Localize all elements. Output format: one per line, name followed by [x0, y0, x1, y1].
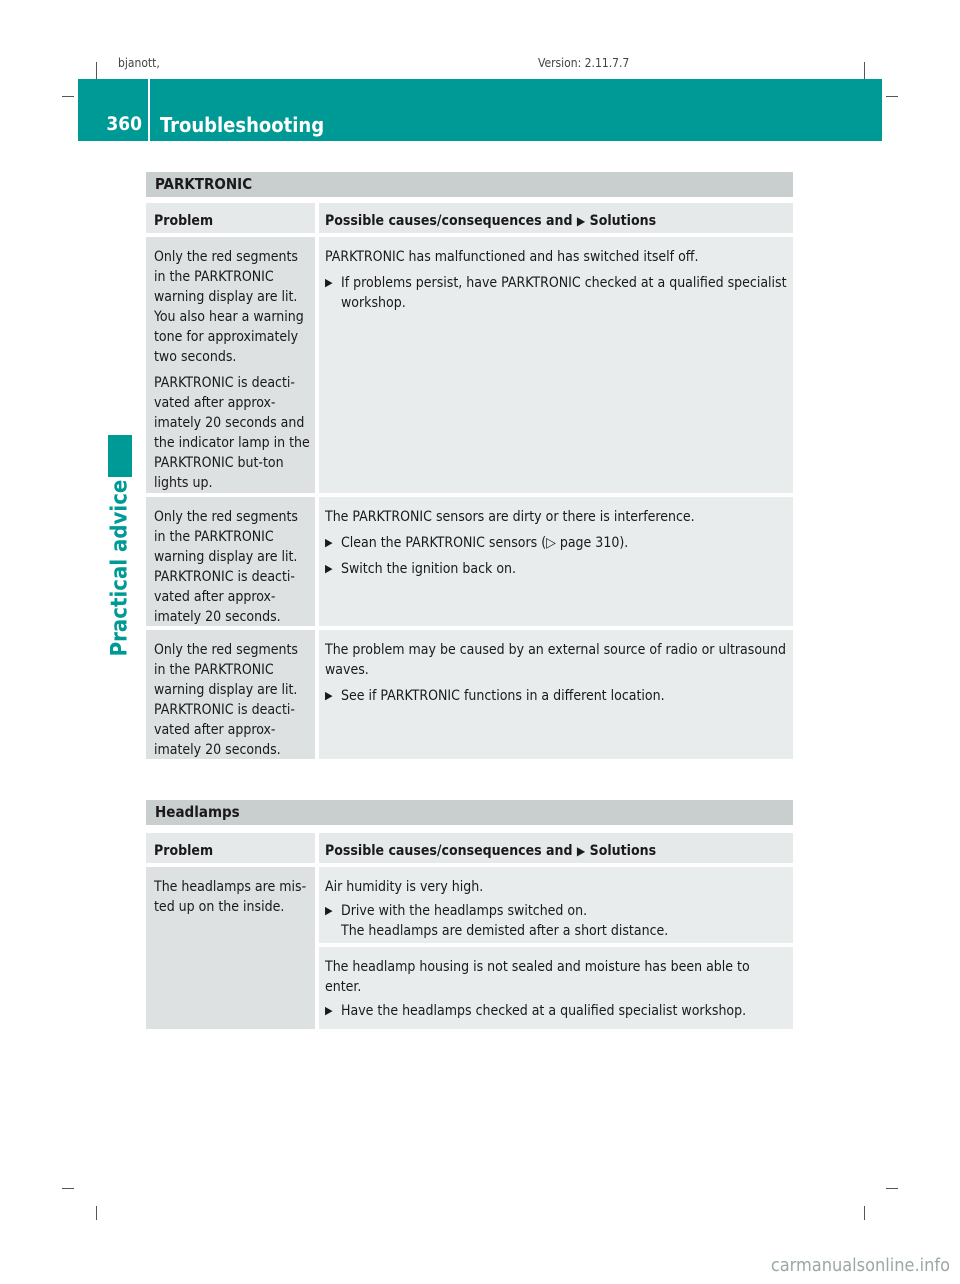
arrow-icon: ▶	[325, 1004, 333, 1018]
problem-cell: Only the red segments in the PARKTRONIC warning display are lit. PARKTRONIC is deacti-vated after approx-imately 20 seconds.	[146, 497, 315, 626]
step-item: ▶ Have the headlamps checked at a qualified specialist workshop.	[325, 1003, 747, 1020]
page-number: 360	[106, 113, 142, 135]
problem-cell: The headlamps are mis-ted up on the inside.	[146, 867, 315, 1029]
table-row	[146, 867, 793, 1029]
crop-mark	[886, 1188, 898, 1189]
table-row	[146, 237, 793, 493]
step-item: ▶ Drive with the headlamps switched on.	[325, 903, 588, 919]
crop-mark	[864, 62, 865, 80]
solution-cell: The PARKTRONIC sensors are dirty or there is interference. ▶ Clean the PARKTRONIC sensors (▷ page 310). ▶ Switch the ignition back on.	[319, 497, 793, 626]
cause-block: The headlamp housing is not sealed and moisture has been able to enter. ▶ Have the headlamps checked at a qualified specialist workshop.	[319, 947, 793, 1029]
arrow-icon: ▶	[325, 904, 333, 917]
table-header-row	[146, 203, 793, 233]
step-item: ▶ Switch the ignition back on.	[325, 561, 517, 577]
col-problem: Problem	[146, 203, 315, 233]
page-header	[78, 79, 882, 141]
arrow-icon: ▶	[325, 562, 333, 575]
col-problem: Problem	[146, 833, 315, 863]
crop-mark	[62, 1188, 74, 1189]
headlamps-table	[146, 800, 793, 1029]
parktronic-table	[146, 172, 793, 759]
crop-mark	[864, 1206, 865, 1220]
header-divider	[148, 79, 150, 141]
table-header-row	[146, 833, 793, 863]
step-item: ▶ If problems persist, have PARKTRONIC checked at a qualified specialist workshop.	[325, 275, 787, 311]
crop-mark	[96, 1206, 97, 1220]
solution-cell	[319, 867, 793, 1029]
parktronic-title: PARKTRONIC	[146, 172, 793, 197]
step-item: ▶ See if PARKTRONIC functions in a different location.	[325, 688, 665, 704]
cause-block: Air humidity is very high. ▶ Drive with the headlamps switched on. The headlamps are demisted after a short distance.	[319, 867, 793, 943]
watermark: carmanualsonline.info	[770, 1255, 950, 1276]
arrow-icon: ▶	[325, 536, 333, 549]
arrow-icon: ▶	[576, 844, 586, 858]
step-item: ▶ Clean the PARKTRONIC sensors (▷ page 310).	[325, 535, 629, 551]
col-solutions: Possible causes/consequences and ▶ Solutions	[319, 833, 793, 863]
step-note: The headlamps are demisted after a short distance.	[341, 923, 669, 939]
side-section-label: Practical advice	[107, 479, 133, 656]
headlamps-title: Headlamps	[146, 800, 793, 825]
crop-mark	[886, 96, 898, 97]
problem-cell: Only the red segments in the PARKTRONIC warning display are lit. PARKTRONIC is deacti-vated after approx-imately 20 seconds.	[146, 630, 315, 759]
arrow-icon: ▶	[325, 689, 333, 702]
table-row	[146, 630, 793, 759]
arrow-icon: ▶	[325, 276, 333, 289]
print-meta-left: bjanott,	[118, 56, 160, 70]
table-row	[146, 497, 793, 626]
solution-cell: The problem may be caused by an external source of radio or ultrasound waves. ▶ See if PARKTRONIC functions in a different location.	[319, 630, 793, 759]
page-title: Troubleshooting	[160, 113, 325, 137]
side-tab-marker	[108, 435, 132, 477]
problem-cell: Only the red segments in the PARKTRONIC warning display are lit. You also hear a warning tone for approximately two seconds. PARKTRONIC is deacti-vated after approx-imately 20 seconds and the indicator lamp in the PARKTRONIC but-ton lights up.	[146, 237, 315, 493]
arrow-icon: ▶	[576, 214, 586, 228]
crop-mark	[62, 96, 74, 97]
col-solutions: Possible causes/consequences and ▶ Solutions	[319, 203, 793, 233]
crop-mark	[96, 62, 97, 80]
print-meta-right: Version: 2.11.7.7	[538, 56, 630, 70]
solution-cell: PARKTRONIC has malfunctioned and has switched itself off. ▶ If problems persist, have PARKTRONIC checked at a qualified specialist workshop.	[319, 237, 793, 493]
